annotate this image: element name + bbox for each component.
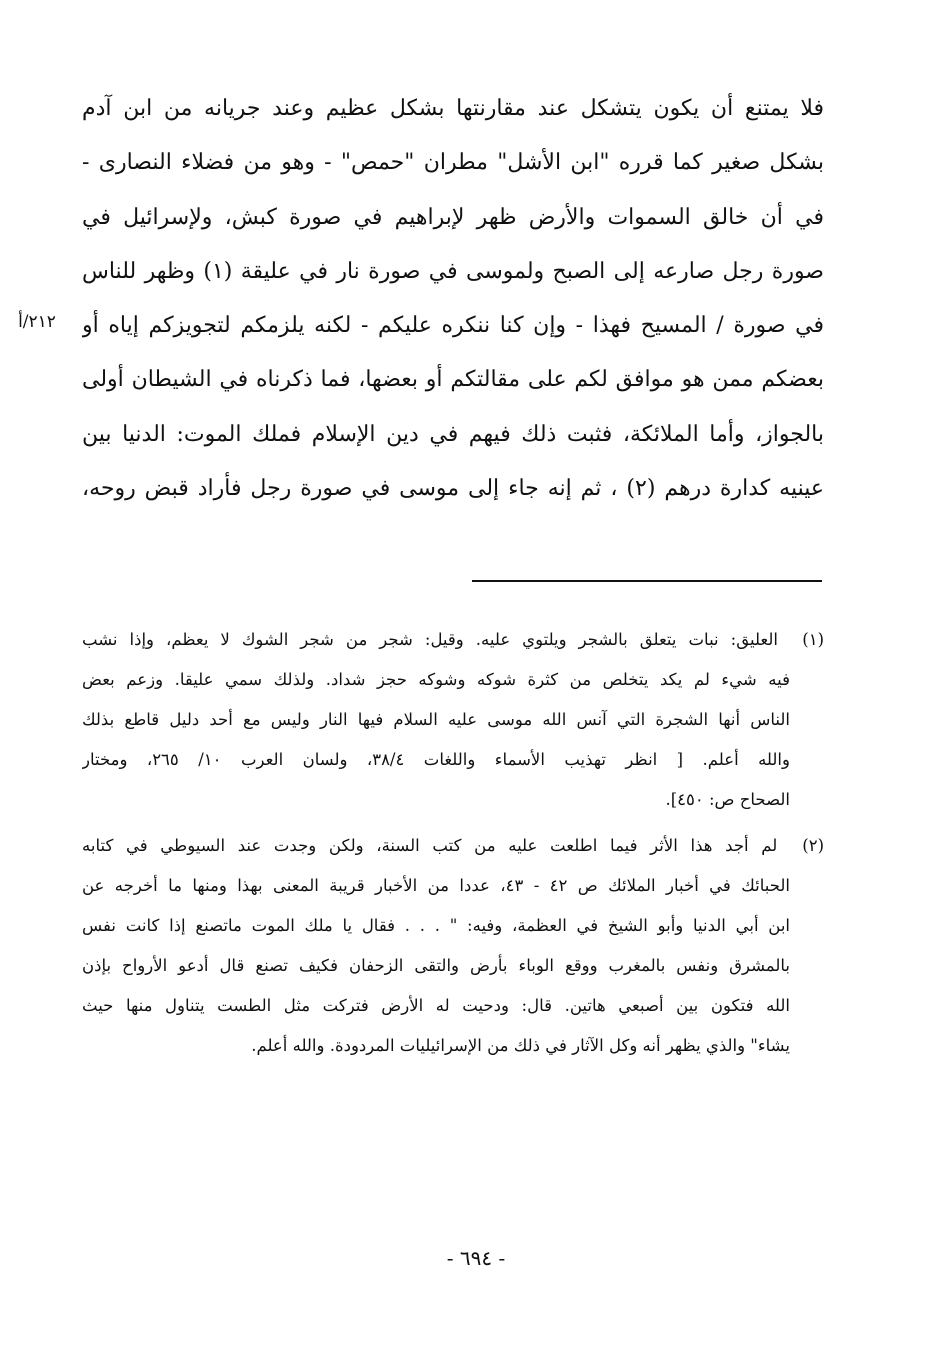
body-line: في صورة / المسيح فهذا - وإن كنا ننكره عليكم - لكنه يلزمكم لتجويزكم إياه أو <box>82 313 824 339</box>
footnote-line: ابن أبي الدنيا وأبو الشيخ في العظمة، وفيه: " . . . فقال يا ملك الموت ماتصنع إذا كانت نفس <box>82 916 790 935</box>
footnote-number: (١) <box>802 630 824 649</box>
footnote-text: لم أجد هذا الأثر فيما اطلعت عليه من كتب السنة، ولكن وجدت عند السيوطي في كتابه <box>82 836 778 855</box>
footnote-line: الصحاح ص: ٤٥٠]. <box>665 790 790 809</box>
footnote-text: العليق: نبات يتعلق بالشجر ويلتوي عليه. وقيل: شجر من شجر الشوك لا يعظم، وإذا نشب <box>82 630 778 649</box>
body-line: صورة رجل صارعه إلى الصبح ولموسى في صورة نار في عليقة (١) وظهر للناس <box>82 258 824 284</box>
footnote-line: الله فتكون بين أصبعي هاتين. قال: ودحيت له الأرض فتركت مثل الطست يتناول منها حيث <box>82 996 790 1015</box>
body-line: بشكل صغير كما قرره "ابن الأشل" مطران "حمص" - وهو من فضلاء النصارى - <box>82 150 824 176</box>
footnote-number: (٢) <box>802 836 824 855</box>
footnote-line: يشاء" والذي يظهر أنه وكل الآثار في ذلك من الإسرائيليات المردودة. والله أعلم. <box>251 1036 790 1055</box>
footnote-line: بالمشرق ونفس بالمغرب ووقع الوباء بأرض والتقى الزحفان فكيف تصنع قال أدعو الأرواح بإذن <box>82 956 790 975</box>
footnote-line <box>82 826 824 866</box>
footnotes-section <box>82 620 824 1066</box>
body-line: عينيه كدارة درهم (٢) ، ثم إنه جاء إلى موسى في صورة رجل فأراد قبض روحه، <box>82 476 824 502</box>
footnote-line <box>82 620 824 660</box>
footnote-1 <box>82 620 824 820</box>
footnote-line: والله أعلم. [ انظر تهذيب الأسماء واللغات ٣٨/٤، ولسان العرب ١٠/ ٢٦٥، ومختار <box>82 750 790 769</box>
body-line: فلا يمتنع أن يكون يتشكل عند مقارنتها بشكل عظيم وعند جريانه من ابن آدم <box>82 96 824 121</box>
body-line: بعضكم ممن هو موافق لكم على مقالتكم أو بعضها، فما ذكرناه في الشيطان أولى <box>82 367 824 393</box>
footnote-line: فيه شيء لم يكد يتخلص من كثرة شوكه وشوكه حجز شداد. ولذلك سمي عليقا. وزعم بعض <box>82 670 790 689</box>
page-number: - ٦٩٤ - <box>446 1246 506 1270</box>
footnote-line: الحبائك في أخبار الملائك ص ٤٢ - ٤٣، عددا من الأخبار قريبة المعنى بهذا ومنها ما أخرجه عن <box>82 876 790 895</box>
body-line: بالجواز، وأما الملائكة، فثبت ذلك فيهم في دين الإسلام فملك الموت: الدنيا بين <box>82 421 824 447</box>
footnote-2 <box>82 826 824 1066</box>
footnote-separator <box>472 580 822 582</box>
main-body-text <box>82 82 824 516</box>
manuscript-folio-marker: ٢١٢/أ <box>18 312 56 332</box>
footnote-line: الناس أنها الشجرة التي آنس الله موسى عليه السلام فيها النار وليس مع أحد دليل قاطع بذلك <box>82 710 790 729</box>
body-line: في أن خالق السموات والأرض ظهر لإبراهيم في صورة كبش، ولإسرائيل في <box>82 204 824 230</box>
